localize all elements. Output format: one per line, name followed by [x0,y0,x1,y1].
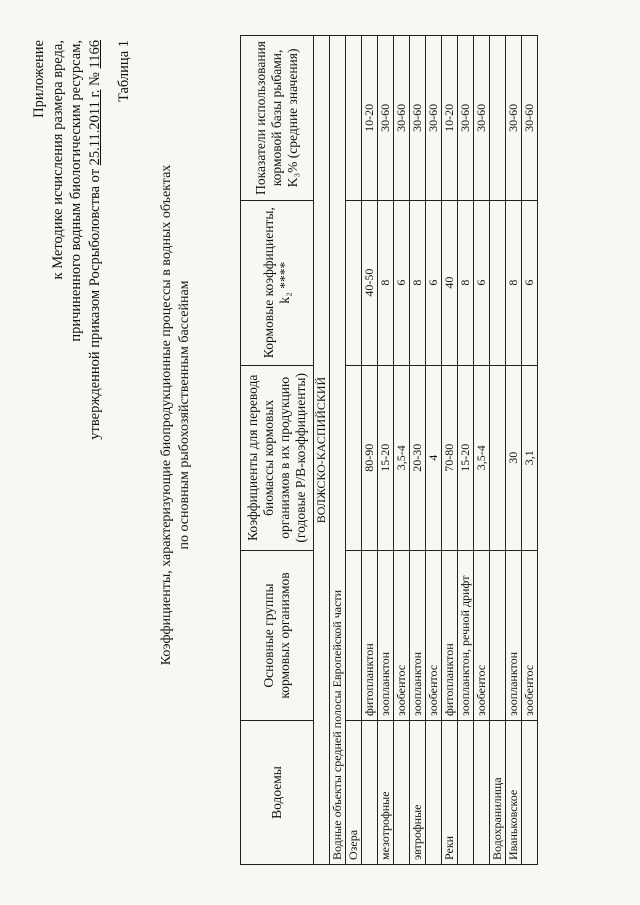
cell-group: зоопланктон [378,551,394,721]
cell-k2: 6 [522,200,538,365]
cell-waterbody: Иваньковское [506,720,522,864]
cell-waterbody: эвтрофные [410,720,426,864]
cell-k2: 6 [394,200,410,365]
cell-group: фитопланктон [362,551,378,721]
cell-group: зообентос [394,551,410,721]
table-row [458,36,474,865]
cell-waterbody: Водохранилища [490,720,506,864]
order-date: 25.11.2011 г. [86,89,103,166]
cell-pb: 30 [506,365,522,550]
cell-group: зообентос [522,551,538,721]
table-row [426,36,442,865]
cell-k3 [346,36,362,201]
table-row [522,36,538,865]
cell-pb: 20-30 [410,365,426,550]
cell-k2 [490,200,506,365]
cell-pb: 80-90 [362,365,378,550]
section-title: Водные объекты средней полосы Европейской части [330,36,346,865]
cell-k3: 30-60 [506,36,522,201]
table-row [362,36,378,865]
appendix-header [30,40,104,560]
cell-group: зоопланктон, речной дрифт [458,551,474,721]
table-caption [158,75,193,755]
cell-group: зообентос [426,551,442,721]
cell-pb: 3,5-4 [394,365,410,550]
table-row [346,36,362,865]
cell-k3: 30-60 [522,36,538,201]
cell-group: зоопланктон [410,551,426,721]
cell-k3: 30-60 [394,36,410,201]
cell-k2: 40-50 [362,200,378,365]
cell-group: зоопланктон [506,551,522,721]
cell-waterbody [474,720,490,864]
cell-k2: 40 [442,200,458,365]
cell-k3: 30-60 [426,36,442,201]
table-row [394,36,410,865]
column-header-food-groups: Основные группы кормовых организмов [241,551,314,721]
cell-pb: 3,5-4 [474,365,490,550]
cell-waterbody [426,720,442,864]
cell-pb: 3,1 [522,365,538,550]
cell-k3: 10-20 [362,36,378,201]
cell-group [490,551,506,721]
order-number: 1166 [86,40,103,69]
table-row [378,36,394,865]
header-line-3: причиненного водным биологическим ресурсам, [68,40,84,342]
cell-k2: 6 [474,200,490,365]
cell-group [346,551,362,721]
caption-line-2: по основным рыбохозяйственным бассейнам [176,280,192,550]
cell-waterbody [362,720,378,864]
table-header-row [241,36,314,865]
cell-waterbody [458,720,474,864]
header-line-1: Приложение [31,40,47,118]
cell-k3: 30-60 [410,36,426,201]
cell-k3: 30-60 [458,36,474,201]
basin-row [314,36,330,865]
column-header-food-base-usage: Показатели использования кормовой базы рыбами, K₃% (средние значения) [241,36,314,201]
cell-k2: 8 [410,200,426,365]
table-row [506,36,522,865]
cell-waterbody: мезотрофные [378,720,394,864]
cell-k3: 10-20 [442,36,458,201]
cell-k2: 8 [506,200,522,365]
caption-line-1: Коэффициенты, характеризующие биопродукционные процессы в водных объектах [159,164,174,666]
column-header-pb-coefficients: Коэффициенты для перевода биомассы кормовых организмов в их продукцию (годовые P/B-коэффициенты) [241,365,314,550]
cell-group: зообентос [474,551,490,721]
cell-k3 [490,36,506,201]
table-label: Таблица 1 [116,40,132,103]
header-line-4-prefix: утвержденной приказом Росрыболовства от [86,168,103,440]
cell-group: фитопланктон [442,551,458,721]
cell-waterbody: Реки [442,720,458,864]
table-row [442,36,458,865]
cell-k2: 6 [426,200,442,365]
cell-pb: 70-80 [442,365,458,550]
cell-pb [346,365,362,550]
order-number-sign: № [86,72,103,86]
header-line-2: к Методике исчисления размера вреда, [49,40,66,280]
cell-k2: 8 [458,200,474,365]
cell-k2 [346,200,362,365]
table-row [410,36,426,865]
cell-k3: 30-60 [474,36,490,201]
table-row [490,36,506,865]
header-line-4 [86,40,105,560]
basin-name: ВОЛЖСКО-КАСПИЙСКИЙ [314,36,330,865]
cell-waterbody: Озера [346,720,362,864]
cell-waterbody [394,720,410,864]
cell-pb: 4 [426,365,442,550]
cell-pb: 15-20 [378,365,394,550]
cell-k3: 30-60 [378,36,394,201]
cell-pb: 15-20 [458,365,474,550]
coefficients-table [240,35,538,865]
section-row [330,36,346,865]
cell-pb [490,365,506,550]
cell-waterbody [522,720,538,864]
column-header-waterbodies: Водоемы [241,720,314,864]
table-row [474,36,490,865]
cell-k2: 8 [378,200,394,365]
column-header-feed-coefficients: Кормовые коэффициенты, k₂ **** [241,200,314,365]
